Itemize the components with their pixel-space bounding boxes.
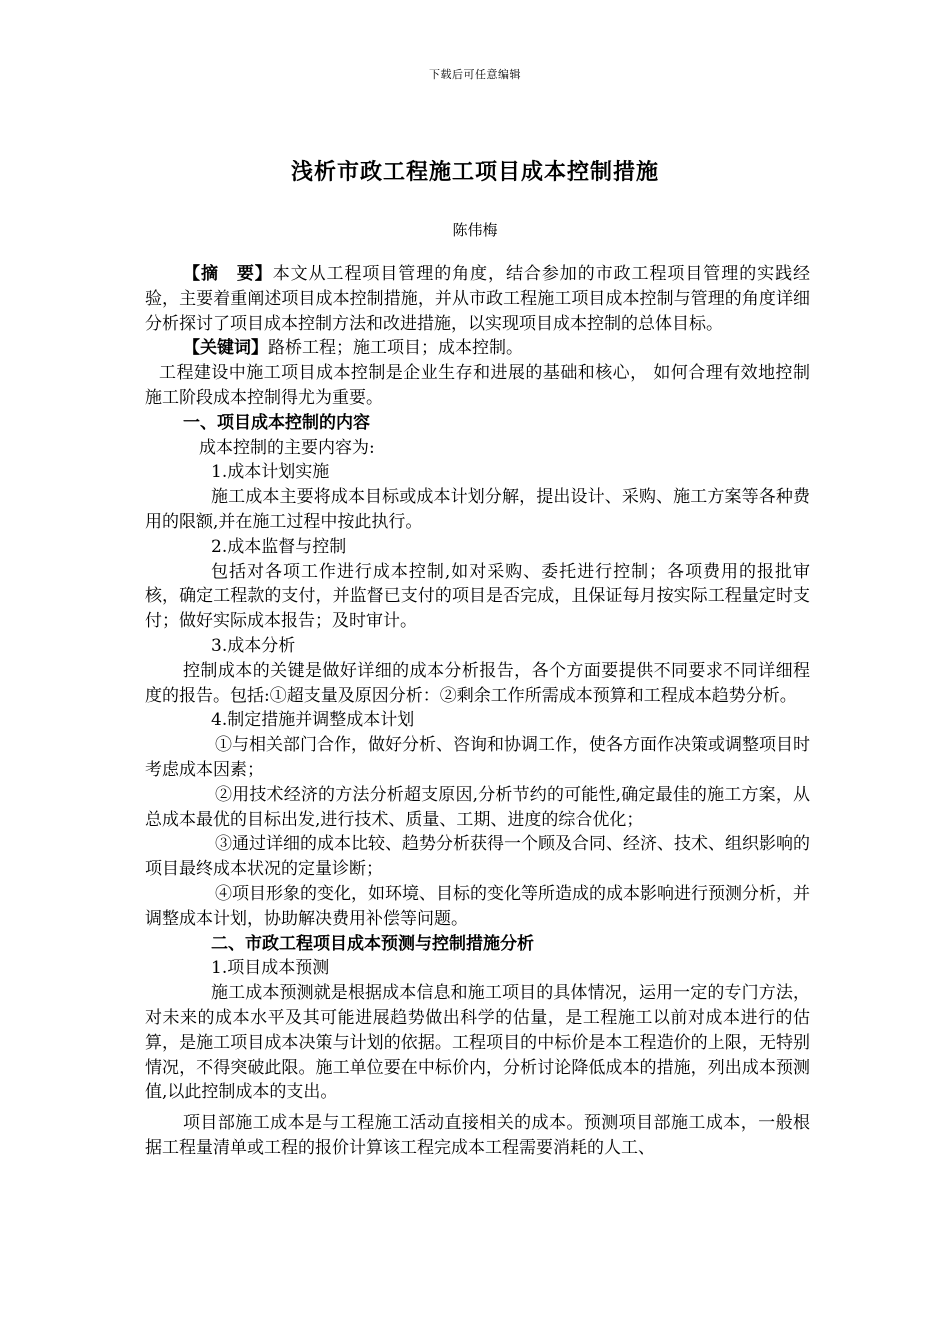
section1-item3-title: 3.成本分析 [211,635,296,656]
section1-item4-point: ②用技术经济的方法分析超支原因,分析节约的可能性,确定最佳的施工方案，从总成本最优的目标出发,进行技术、质量、工期、进度的综合优化； [145,784,810,830]
abstract-paragraph [145,262,810,336]
document-body [145,262,810,1161]
section1-item2-title: 2.成本监督与控制 [211,536,347,557]
section1-item4-point: ④项目形象的变化，如环境、目标的变化等所造成的成本影响进行预测分析，并调整成本计划，协助解决费用补偿等问题。 [145,883,810,929]
section2-para2: 项目部施工成本是与工程施工活动直接相关的成本。预测项目部施工成本，一般根据工程量清单或工程的报价计算该工程完成本工程需要消耗的人工、 [145,1113,810,1158]
document-title: 浅析市政工程施工项目成本控制措施 [290,159,659,185]
section1-lead: 成本控制的主要内容为: [199,437,375,458]
section1-item2-text: 包括对各项工作进行成本控制,如对采购、委托进行控制；各项费用的报批审核，确定工程款的支付，并监督已支付的项目是否完成，且保证每月按实际工程量定时支付；做好实际成本报告；及时审计。 [145,561,810,632]
author-name: 陈伟梅 [452,221,498,239]
section1-item3-text: 控制成本的关键是做好详细的成本分析报告，各个方面要提供不同要求不同详细程度的报告。包括:①超支量及原因分析：②剩余工作所需成本预算和工程成本趋势分析。 [145,660,810,706]
abstract-text: 本文从工程项目管理的角度，结合参加的市政工程项目管理的实践经验，主要着重阐述项目成本控制措施，并从市政工程施工项目成本控制与管理的角度详细分析探讨了项目成本控制方法和改进措施，以实现项目成本控制的总体目标。 [145,264,811,334]
section2-item1-text: 施工成本预测就是根据成本信息和施工项目的具体情况，运用一定的专门方法，对未来的成本水平及其可能进展趋势做出科学的估量，是工程施工以前对成本进行的估算，是施工项目成本决策与计划的依据。工程项目的中标价是本工程造价的上限，无特别情况，不得突破此限。施工单位要在中标价内，分析讨论降低成本的措施，列出成本预测值,以此控制成本的支出。 [145,983,810,1103]
abstract-label: 【摘 要】 [183,264,273,284]
section1-item4-title: 4.制定措施并调整成本计划 [211,710,415,731]
section1-item4-point: ③通过详细的成本比较、趋势分析获得一个顾及合同、经济、技术、组织影响的项目最终成本状况的定量诊断； [145,834,810,880]
keywords-text: 路桥工程；施工项目；成本控制。 [268,338,523,359]
section1-heading: 一、项目成本控制的内容 [183,412,370,433]
intro-paragraph: 工程建设中施工项目成本控制是企业生存和进展的基础和核心， 如何合理有效地控制施工阶段成本控制得尤为重要。 [145,363,810,408]
section2-item1-title: 1.项目成本预测 [211,958,330,979]
section1-item4-point: ①与相关部门合作，做好分析、咨询和协调工作，使各方面作决策或调整项目时考虑成本因素； [145,735,810,780]
section2-heading: 二、市政工程项目成本预测与控制措施分析 [211,933,534,954]
keywords-paragraph [145,336,810,361]
keywords-label: 【关键词】 [183,338,268,359]
section1-item1-title: 1.成本计划实施 [211,462,330,483]
section1-item1-text: 施工成本主要将成本目标或成本计划分解，提出设计、采购、施工方案等各种费用的限额,并在施工过程中按此执行。 [145,487,810,532]
header-note: 下载后可任意编辑 [429,68,521,81]
